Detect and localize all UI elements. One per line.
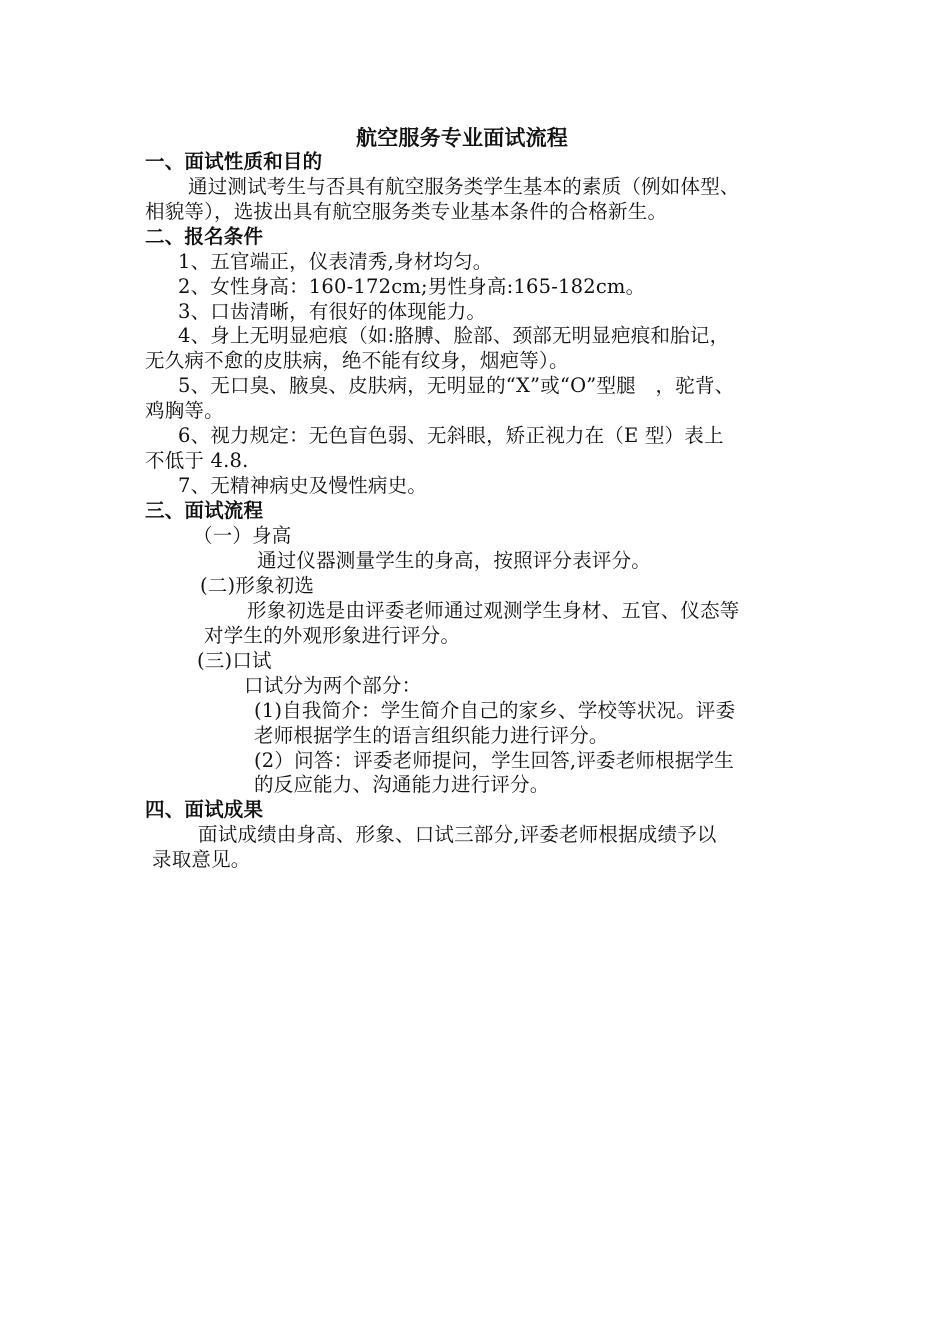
paragraph-line: 通过测试考生与否具有航空服务类学生基本的素质（例如体型、	[188, 175, 740, 198]
list-item: 1、五官端正，仪表清秀,身材均匀。	[178, 250, 493, 273]
section-heading-1: 一、面试性质和目的	[145, 150, 323, 173]
paragraph-line: 对学生的外观形象进行评分。	[204, 624, 461, 647]
document-title: 航空服务专业面试流程	[356, 126, 568, 150]
list-item-continuation: 鸡胸等。	[145, 399, 224, 422]
paragraph-line: 相貌等），选拔出具有航空服务类专业基本条件的合格新生。	[145, 200, 668, 223]
list-item: 5、无口臭、腋臭、皮肤病，无明显的“X”或“O”型腿 ，驼背、	[178, 374, 735, 397]
paragraph-line: 录取意见。	[152, 848, 251, 871]
list-item: 2、女性身高：160-172cm;男性身高:165-182cm。	[178, 275, 646, 298]
paragraph-line: 通过仪器测量学生的身高，按照评分表评分。	[257, 549, 652, 572]
paragraph-line: 面试成绩由身高、形象、口试三部分,评委老师根据成绩予以	[198, 823, 717, 846]
paragraph-line: 口试分为两个部分：	[244, 674, 422, 697]
list-item: (1)自我简介：学生简介自己的家乡、学校等状况。评委	[254, 699, 736, 722]
list-item-continuation: 老师根据学生的语言组织能力进行评分。	[254, 724, 609, 747]
list-item: 4、身上无明显疤痕（如:胳膊、脸部、颈部无明显疤痕和胎记，	[178, 324, 730, 347]
list-item-continuation: 的反应能力、沟通能力进行评分。	[254, 773, 550, 796]
list-item: 6、视力规定：无色盲色弱、无斜眼，矫正视力在（E 型）表上	[178, 424, 724, 447]
subsection-title: （一）身高	[193, 524, 292, 547]
subsection-title: (三)口试	[197, 649, 272, 672]
list-item: 3、口齿清晰，有很好的体现能力。	[178, 300, 487, 323]
list-item-continuation: 不低于 4.8.	[145, 449, 249, 472]
list-item: (2）问答：评委老师提问，学生回答,评委老师根据学生	[254, 749, 734, 772]
list-item-continuation: 无久病不愈的皮肤病，绝不能有纹身，烟疤等）。	[145, 349, 569, 372]
list-item: 7、无精神病史及慢性病史。	[178, 474, 428, 497]
subsection-title: (二)形象初选	[200, 574, 315, 597]
section-heading-3: 三、面试流程	[145, 499, 264, 522]
section-heading-2: 二、报名条件	[145, 225, 264, 248]
section-heading-4: 四、面试成果	[145, 798, 264, 821]
paragraph-line: 形象初选是由评委老师通过观测学生身材、五官、仪态等	[247, 599, 740, 622]
